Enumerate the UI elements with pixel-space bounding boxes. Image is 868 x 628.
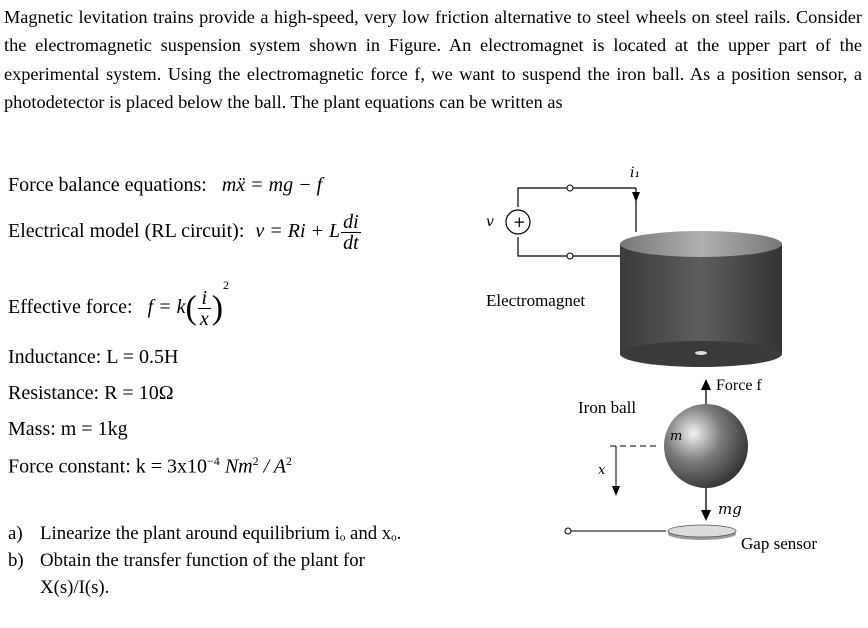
- current-arrow: [632, 192, 640, 202]
- force-balance-equation: [8, 174, 322, 197]
- electrical-model-label: Electrical model (RL circuit):: [8, 220, 245, 243]
- close-paren: ): [211, 289, 224, 327]
- effective-force-label: Effective force:: [8, 296, 133, 318]
- i-over-x-fraction: [198, 288, 211, 329]
- gap-sensor: [668, 525, 736, 537]
- question-label: a): [8, 523, 23, 544]
- circuit-wires: [518, 188, 636, 256]
- terminal-bottom: [567, 253, 573, 259]
- gap-sensor-label: Gap sensor: [741, 534, 818, 553]
- fraction-denominator: dt: [343, 232, 359, 254]
- plus-sign: +: [513, 213, 526, 231]
- iron-ball-label: Iron ball: [578, 398, 637, 417]
- sensor-terminal: [565, 528, 571, 534]
- question-label: b): [8, 550, 24, 571]
- question-a: [8, 520, 401, 547]
- resistance-value: Resistance: R = 10Ω: [8, 382, 174, 404]
- fraction-numerator: i: [198, 288, 211, 309]
- maglev-diagram-svg: [470, 150, 860, 610]
- squared-exponent: 2: [223, 278, 230, 292]
- electromagnet-label: Electromagnet: [486, 291, 586, 310]
- electrical-model-expr: v = Ri + L: [255, 220, 341, 243]
- x-label: x: [598, 463, 606, 478]
- iron-ball: [664, 404, 748, 488]
- force-balance-expr: mẍ = mg − f: [221, 174, 323, 196]
- terminal-top: [567, 185, 573, 191]
- fraction-denominator: x: [199, 307, 209, 330]
- effective-force-equation: [8, 278, 229, 329]
- effective-force-expr: f = k: [147, 296, 186, 318]
- problem-intro: Magnetic levitation trains provide a high-speed, very low friction alternative to steel wheels on steel rails. Consider the electromagnetic suspension system shown in Figure. An electromagnet is located at the upper part of the experimental system. Using the electromagnetic force f, we want to suspend the iron ball. As a position sensor, a photodetector is placed below the ball. The plant equations can be written as: [4, 7, 862, 112]
- force-constant-unit: Nm: [224, 455, 253, 478]
- question-b: [8, 547, 365, 574]
- inductance-value: Inductance: L = 0.5H: [8, 346, 179, 368]
- force-constant-tail: / A: [263, 455, 287, 478]
- question-text: Linearize the plant around equilibrium iₒ and xₒ.: [40, 523, 402, 544]
- tail-exponent: 2: [286, 454, 293, 468]
- voltage-label: v: [486, 214, 494, 230]
- x-arrow-head: [612, 486, 620, 496]
- maglev-figure: [470, 150, 860, 610]
- open-paren: (: [185, 289, 197, 327]
- force-label: Force f: [716, 377, 762, 394]
- question-b-continuation: X(s)/I(s).: [40, 577, 110, 598]
- di-dt-fraction: [341, 212, 361, 253]
- force-constant-value: [8, 454, 292, 479]
- mass-value: Mass: m = 1kg: [8, 418, 128, 440]
- electrical-model-equation: [8, 212, 362, 253]
- force-constant-label: Force constant: k = 3x10: [8, 455, 208, 478]
- mg-arrow-head: [701, 510, 711, 521]
- current-label: i₁: [630, 165, 641, 181]
- unit-exponent: 2: [252, 454, 259, 468]
- electromagnet-cylinder: [620, 231, 782, 367]
- mg-label: mg: [718, 500, 742, 518]
- force-balance-label: Force balance equations:: [8, 174, 207, 196]
- force-arrow-head: [701, 379, 711, 390]
- force-constant-exponent: −4: [207, 454, 220, 468]
- fraction-numerator: di: [343, 211, 359, 233]
- question-text: Obtain the transfer function of the plant for: [40, 550, 365, 571]
- mass-label: m: [670, 429, 683, 444]
